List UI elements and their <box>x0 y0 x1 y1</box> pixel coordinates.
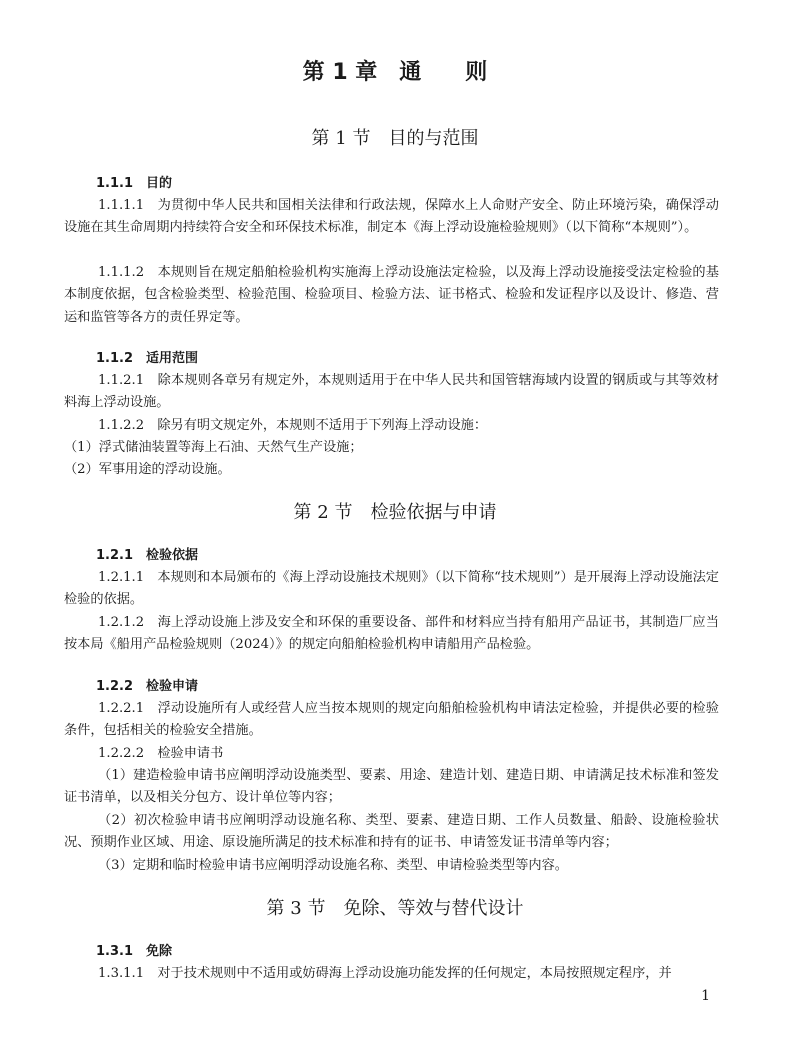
subsection-heading: 1.2.2 检验申请 <box>96 679 199 694</box>
paragraph: 1.2.2.1 浮动设施所有人或经营人应当按本规则的规定向船舶检验机构申请法定检验，并提供必要的检验条件，包括相关的检验安全措施。 <box>64 701 719 739</box>
paragraph: 1.2.1.1 本规则和本局颁布的《海上浮动设施技术规则》（以下简称“技术规则”）是开展海上浮动设施法定检验的依据。 <box>64 570 719 608</box>
chapter-title: 第 1 章 通 则 <box>302 60 488 85</box>
paragraph: 1.1.1.1 为贯彻中华人民共和国相关法律和行政法规，保障水上人命财产安全、防止环境污染，确保浮动设施在其生命周期内持续符合安全和环保技术标准，制定本《海上浮动设施检验规则》（以下简称“本规则”）。 <box>64 198 719 236</box>
paragraph: 1.2.1.2 海上浮动设施上涉及安全和环保的重要设备、部件和材料应当持有船用产品证书，其制造厂应当按本局《船用产品检验规则（2024）》的规定向船舶检验机构申请船用产品检验。 <box>64 615 719 653</box>
list-item: （1）浮式储油装置等海上石油、天然气生产设施； <box>64 440 363 455</box>
paragraph: 1.1.2.1 除本规则各章另有规定外，本规则适用于在中华人民共和国管辖海域内设置的钢质或与其等效材料海上浮动设施。 <box>64 373 719 411</box>
subsection-heading: 1.2.1 检验依据 <box>96 548 199 563</box>
subsection-heading: 1.1.1 目的 <box>96 176 173 191</box>
list-item: （1）建造检验申请书应阐明浮动设施类型、要素、用途、建造计划、建造日期、申请满足技术标准和签发证书清单，以及相关分包方、设计单位等内容； <box>64 768 719 806</box>
section-title: 第 1 节 目的与范围 <box>311 128 479 149</box>
subsection-heading: 1.3.1 免除 <box>96 944 173 959</box>
page-number: 1 <box>701 988 710 1004</box>
paragraph: 1.2.2.2 检验申请书 <box>98 746 224 761</box>
section-title: 第 2 节 检验依据与申请 <box>293 502 497 523</box>
section-title: 第 3 节 免除、等效与替代设计 <box>266 898 524 919</box>
list-item: （2）初次检验申请书应阐明浮动设施名称、类型、要素、建造日期、工作人员数量、船龄、设施检验状况、预期作业区域、用途、原设施所满足的技术标准和持有的证书、申请签发证书清单等内容； <box>64 813 719 851</box>
list-item: （3）定期和临时检验申请书应阐明浮动设施名称、类型、申请检验类型等内容。 <box>98 858 568 873</box>
paragraph: 1.1.1.2 本规则旨在规定船舶检验机构实施海上浮动设施法定检验，以及海上浮动设施接受法定检验的基本制度依据，包含检验类型、检验范围、检验项目、检验方法、证书格式、检验和发证程序以及设计、修造、营运和监管等各方的责任界定等。 <box>64 265 719 325</box>
paragraph: 1.3.1.1 对于技术规则中不适用或妨碍海上浮动设施功能发挥的任何规定，本局按照规定程序，并 <box>98 966 672 981</box>
subsection-heading: 1.1.2 适用范围 <box>96 351 199 366</box>
paragraph: 1.1.2.2 除另有明文规定外，本规则不适用于下列海上浮动设施： <box>98 418 488 433</box>
list-item: （2）军事用途的浮动设施。 <box>64 462 231 477</box>
